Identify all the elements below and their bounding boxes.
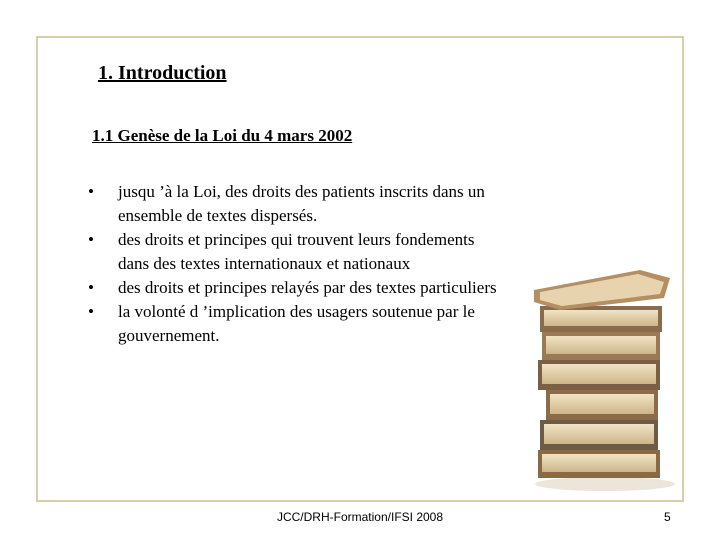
page-number: 5 [664,510,671,524]
bullet-text: des droits et principes relayés par des textes particuliers [118,278,497,297]
book-stack-illustration [520,262,680,492]
slide-subtitle: 1.1 Genèse de la Loi du 4 mars 2002 [92,126,353,145]
footer-text: JCC/DRH-Formation/IFSI 2008 [276,510,444,524]
bullet-text: la volonté d ’implication des usagers soutenue par le gouvernement. [118,302,475,345]
bullet-item [88,276,498,300]
bullet-item [88,180,498,228]
bullet-marker: • [88,182,94,201]
bullet-list [88,180,498,348]
bullet-item [88,228,498,276]
bullet-marker: • [88,230,94,249]
bullet-text: jusqu ’à la Loi, des droits des patients inscrits dans un ensemble de textes dispersés. [118,182,485,225]
bullet-marker: • [88,302,94,321]
bullet-text: des droits et principes qui trouvent leurs fondements dans des textes internationaux et nationaux [118,230,475,273]
bullet-item [88,300,498,348]
bullet-marker: • [88,278,94,297]
slide-title: 1. Introduction [98,62,227,84]
